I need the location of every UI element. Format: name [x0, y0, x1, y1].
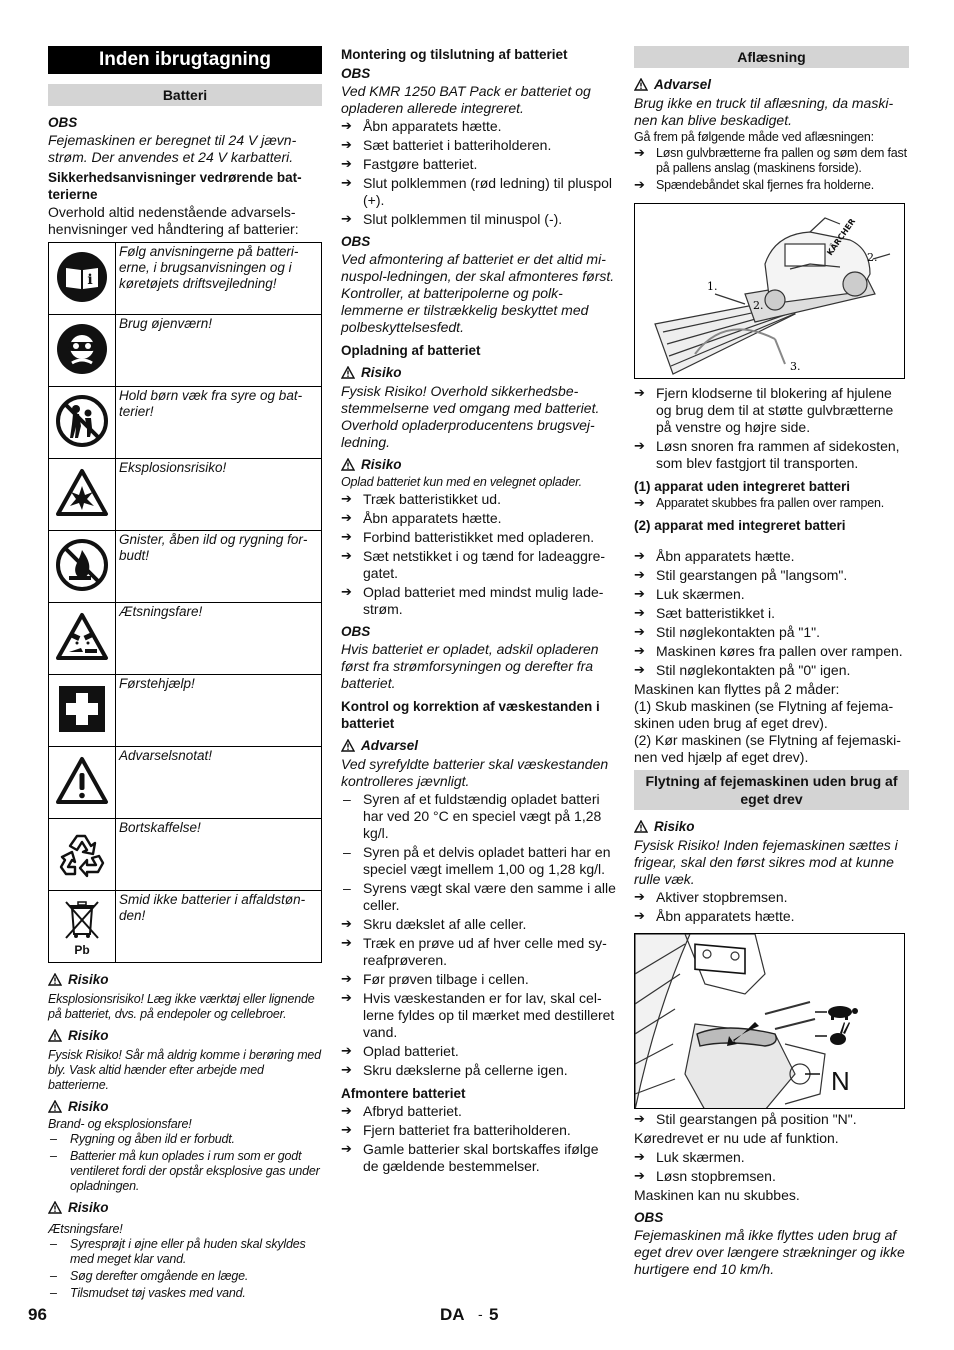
neutral-label: N [831, 1066, 850, 1096]
body-text: Maskinen kan nu skubbes. [634, 1187, 800, 1203]
list-item: ➔ Fastgøre batteriet. [341, 156, 616, 173]
section-heading-batteri: Batteri [48, 84, 322, 106]
symbol-text: Brug øjenværn! [116, 315, 322, 387]
main-title: Inden ibrugtagning [48, 46, 322, 74]
list-item: ➔ Stil gearstangen på position "N". [634, 1111, 909, 1128]
list-item: – Batterier må kun oplades i rum som er godt ventileret fordi der opstår eksplosive gas under opladningen. [48, 1149, 322, 1194]
column-1 [48, 46, 322, 1303]
section-heading: Montering og tilslutning af batteriet [341, 47, 568, 62]
risk-label [48, 971, 322, 988]
manual-icon [49, 243, 116, 315]
step-list [634, 385, 909, 472]
list-item: – Søg derefter omgående en læge. [48, 1269, 322, 1284]
section-heading-aflaesning: Aflæsning [634, 46, 909, 68]
list-item: ➔ Gamle batterier skal bortskaffes ifølge de gældende bestemmelser. [341, 1141, 616, 1175]
footer-separator: - [478, 1306, 483, 1322]
sweeper-on-pallet-illustration [635, 204, 905, 379]
step-list [634, 1111, 909, 1128]
page-number-right: 5 [489, 1305, 499, 1324]
list-item: ➔ Åbn apparatets hætte. [341, 118, 616, 135]
list-item: ➔ Fjern batteriet fra batteriholderen. [341, 1122, 616, 1139]
callout-label: 2. [753, 299, 764, 312]
step-list [634, 889, 909, 925]
list-item: ➔ Skru dækslerne på cellerne igen. [341, 1062, 616, 1079]
obs-label: OBS [634, 1210, 664, 1225]
symbol-row [49, 387, 322, 459]
obs-text: Fejemaskinen er beregnet til 24 V jævnstrøm. Der anvendes et 24 V karbatteri. [48, 132, 297, 165]
warning-triangle-icon [341, 366, 355, 379]
risk-text: Oplad batteriet kun med en velegnet oplader. [341, 475, 582, 489]
warning-text: Ved syrefyldte batterier skal væskestanden kontrolleres jævnligt. [341, 756, 609, 789]
list-item: ➔ Slut polklemmen (rød ledning) til pluspol (+). [341, 175, 616, 209]
list-item: ➔ Skru dækslet af alle celler. [341, 916, 616, 933]
step-list [341, 916, 616, 1079]
subsection-heading: (1) apparat uden integreret batteri [634, 479, 851, 494]
list-item: ➔ Stil nøglekontakten på "0" igen. [634, 662, 909, 679]
risk-text: Eksplosionsrisiko! Læg ikke værktøj eller lignende på batteriet, dvs. på endepoler og cellebroer. [48, 992, 315, 1021]
svg-text:i: i [87, 271, 93, 288]
list-item: ➔ Løsn gulvbrætterne fra pallen og søm dem fast på pallens anslag (maskinens forside). [634, 146, 909, 176]
list-item: ➔ Aktiver stopbremsen. [634, 889, 909, 906]
body-text: Maskinen kan flyttes på 2 måder: [634, 681, 840, 697]
symbol-text: Gnister, åben ild og rygning forbudt! [116, 531, 322, 603]
list-item: – Syresprøjt i øjne eller på huden skal skyldes med meget klar vand. [48, 1237, 322, 1267]
step-list [634, 146, 909, 193]
section-heading: Kontrol og korrektion af væskestanden i batteriet [341, 699, 600, 731]
list-item: ➔ Maskinen køres fra pallen over rampen. [634, 643, 909, 660]
list-item: ➔ Træk batteristikket ud. [341, 491, 616, 508]
warning-label-text: Advarsel [654, 77, 712, 92]
symbol-text: Eksplosionsrisiko! [116, 459, 322, 531]
step-list [634, 496, 909, 511]
risk-label [341, 364, 616, 381]
page-number-left: 96 [28, 1305, 47, 1324]
section-heading-flytning: Flytning af fejemaskinen uden brug af eget drev [634, 770, 909, 810]
list-item: ➔ Åbn apparatets hætte. [341, 510, 616, 527]
obs-text: Hvis batteriet er opladet, adskil opladeren først fra strømforsyningen og derefter fra batteriet. [341, 641, 599, 691]
symbol-text: Følg anvisningerne på batterierne, i brugsanvisningen og i køretøjets driftsvejledning! [116, 243, 322, 315]
symbol-text: Førstehjælp! [116, 675, 322, 747]
callout-label: 3. [790, 360, 801, 373]
language-code: DA [440, 1305, 465, 1324]
warning-triangle-icon [48, 1029, 62, 1042]
warning-triangle-icon [48, 973, 62, 986]
warning-triangle-icon [634, 78, 648, 91]
dash-list [341, 791, 616, 914]
symbol-text: Ætsningsfare! [116, 603, 322, 675]
symbol-text: Smid ikke batterier i affaldstønden! [116, 891, 322, 963]
corrosive-icon [49, 603, 116, 675]
symbol-row [49, 459, 322, 531]
symbol-row [49, 675, 322, 747]
section-heading: Opladning af batteriet [341, 343, 481, 358]
risk-label [48, 1098, 322, 1115]
warning-label-text: Advarsel [361, 738, 419, 753]
obs-text: Ved KMR 1250 BAT Pack er batteriet og opladeren allerede integreret. [341, 83, 591, 116]
step-list [341, 1103, 616, 1175]
risk-label-text: Risiko [68, 972, 109, 987]
list-item: ➔ Sæt netstikket i og tænd for ladeaggregatet. [341, 548, 616, 582]
goggles-icon [49, 315, 116, 387]
safety-intro: Overhold altid nedenstående advarselshenvisninger ved håndtering af batterier: [48, 204, 299, 237]
warning-triangle-icon [341, 739, 355, 752]
no-fire-icon [49, 531, 116, 603]
keep-children-away-icon [49, 387, 116, 459]
list-item: ➔ Luk skærmen. [634, 1149, 909, 1166]
safety-symbol-table [48, 242, 322, 963]
list-item: ➔ Træk en prøve ud af hver celle med syreafprøveren. [341, 935, 616, 969]
list-item: – Syrens vægt skal være den samme i alle celler. [341, 880, 616, 914]
list-item: – Syren af et fuldstændig opladet batteri har ved 20 °C en speciel vægt på 1,28 kg/l. [341, 791, 616, 842]
risk-text: Fysisk Risiko! Overhold sikkerhedsbestemmelserne ved omgang med batteriet. Overhold opladerproducentens brugsvejledning. [341, 383, 600, 450]
list-item: – Rygning og åben ild er forbudt. [48, 1132, 322, 1147]
obs-text: Ved afmontering af batteriet er det altid minuspol-ledningen, der skal afmonteres først. Kontroller, at batteripolerne og polklemmerne er tilstrækkelig beskyttet med polbeskyttelsesfedt. [341, 251, 615, 335]
risk-text: Fysisk Risiko! Inden fejemaskinen sættes i frigear, skal den først sikres mod at kunne rulle væk. [634, 837, 898, 887]
warning-label [634, 76, 909, 93]
risk-list [48, 1237, 322, 1301]
warning-triangle-icon [341, 458, 355, 471]
obs-label: OBS [341, 624, 371, 639]
crossed-bin-pb-icon [49, 891, 116, 963]
list-item: ➔ Før prøven tilbage i cellen. [341, 971, 616, 988]
warning-icon [49, 747, 116, 819]
symbol-text: Bortskaffelse! [116, 819, 322, 891]
symbol-row [49, 315, 322, 387]
section-heading: Afmontere batteriet [341, 1086, 466, 1101]
list-item: ➔ Åbn apparatets hætte. [634, 908, 909, 925]
step-list [341, 491, 616, 618]
risk-label-text: Risiko [68, 1200, 109, 1215]
list-item: ➔ Afbryd batteriet. [341, 1103, 616, 1120]
symbol-row [49, 243, 322, 315]
body-text: Køredrevet er nu ude af funktion. [634, 1130, 839, 1146]
body-text: (2) Kør maskinen (se Flytning af fejemaskinen ved hjælp af eget drev). [634, 732, 901, 765]
list-item: ➔ Sæt batteristikket i. [634, 605, 909, 622]
symbol-row [49, 603, 322, 675]
list-item: ➔ Spændebåndet skal fjernes fra holderne. [634, 178, 909, 193]
warning-text: Brug ikke en truck til aflæsning, da maskinen kan blive beskadiget. [634, 95, 894, 128]
list-item: ➔ Løsn stopbremsen. [634, 1168, 909, 1185]
symbol-text: Advarselsnotat! [116, 747, 322, 819]
risk-label-text: Risiko [68, 1099, 109, 1114]
symbol-row [49, 819, 322, 891]
body-text: (1) Skub maskinen (se Flytning af fejemaskinen uden brug af eget drev). [634, 698, 894, 731]
list-item: ➔ Åbn apparatets hætte. [634, 548, 909, 565]
list-item: ➔ Slut polklemmen til minuspol (-). [341, 211, 616, 228]
risk-text: Ætsningsfare! [48, 1222, 123, 1236]
list-item: ➔ Fjern klodserne til blokering af hjulene og brug dem til at støtte gulvbrætterne på venstre og højre side. [634, 385, 909, 436]
risk-label-text: Risiko [361, 457, 402, 472]
column-2 [341, 46, 616, 1177]
obs-label: OBS [341, 234, 371, 249]
warning-triangle-icon [48, 1201, 62, 1214]
callout-label: 1. [707, 280, 718, 293]
list-item: ➔ Hvis væskestanden er for lav, skal cellerne fyldes op til mærket med destilleret vand. [341, 990, 616, 1041]
safety-heading: Sikkerhedsanvisninger vedrørende batterierne [48, 170, 302, 202]
list-item: ➔ Oplad batteriet med mindst mulig ladestrøm. [341, 584, 616, 618]
list-item: ➔ Stil gearstangen på "langsom". [634, 567, 909, 584]
list-item: ➔ Apparatet skubbes fra pallen over rampen. [634, 496, 909, 511]
list-item: ➔ Luk skærmen. [634, 586, 909, 603]
symbol-text: Hold børn væk fra syre og batterier! [116, 387, 322, 459]
explosion-icon [49, 459, 116, 531]
subsection-heading: (2) apparat med integreret batteri [634, 518, 846, 533]
risk-label-text: Risiko [68, 1028, 109, 1043]
pb-label: Pb [74, 942, 90, 957]
warning-label [341, 737, 616, 754]
unload-intro: Gå frem på følgende måde ved aflæsningen: [634, 130, 874, 144]
symbol-row [49, 747, 322, 819]
symbol-row [49, 531, 322, 603]
risk-label [48, 1027, 322, 1044]
risk-text: Fysisk Risiko! Sår må aldrig komme i berøring med bly. Vask altid hænder efter arbejde med batterierne. [48, 1048, 321, 1092]
step-list [634, 548, 909, 679]
unloading-figure [634, 203, 905, 379]
gear-lever-figure [634, 933, 905, 1109]
risk-text: Brand- og eksplosionsfare! [48, 1117, 192, 1131]
obs-label: OBS [48, 115, 78, 130]
brand-label: KÄRCHER [825, 216, 858, 258]
symbol-row [49, 891, 322, 963]
list-item: ➔ Løsn snoren fra rammen af sidekosten, som blev fastgjort til transporten. [634, 438, 909, 472]
list-item: ➔ Oplad batteriet. [341, 1043, 616, 1060]
risk-label [48, 1199, 322, 1216]
risk-label [341, 456, 616, 473]
obs-label: OBS [341, 66, 371, 81]
risk-label [634, 818, 909, 835]
step-list [341, 118, 616, 228]
column-3 [634, 46, 909, 1278]
rabbit-icon [825, 1022, 850, 1046]
risk-list [48, 1132, 322, 1194]
list-item: – Syren på et delvis opladet batteri har en speciel vægt imellem 1,00 og 1,28 kg/l. [341, 844, 616, 878]
risk-label-text: Risiko [654, 819, 695, 834]
list-item: ➔ Stil nøglekontakten på "1". [634, 624, 909, 641]
turtle-icon [828, 1006, 858, 1020]
step-list [634, 1149, 909, 1185]
list-item: – Tilsmudset tøj vaskes med vand. [48, 1286, 322, 1301]
list-item: ➔ Sæt batteriet i batteriholderen. [341, 137, 616, 154]
first-aid-icon [49, 675, 116, 747]
risk-label-text: Risiko [361, 365, 402, 380]
recycle-icon [49, 819, 116, 891]
warning-triangle-icon [48, 1100, 62, 1113]
obs-text: Fejemaskinen må ikke flyttes uden brug af eget drev over længere strækninger og ikke hurtigere end 10 km/h. [634, 1227, 905, 1277]
callout-label: 2. [867, 251, 878, 264]
list-item: ➔ Forbind batteristikket med opladeren. [341, 529, 616, 546]
gear-lever-illustration [635, 934, 905, 1109]
warning-triangle-icon [634, 820, 648, 833]
